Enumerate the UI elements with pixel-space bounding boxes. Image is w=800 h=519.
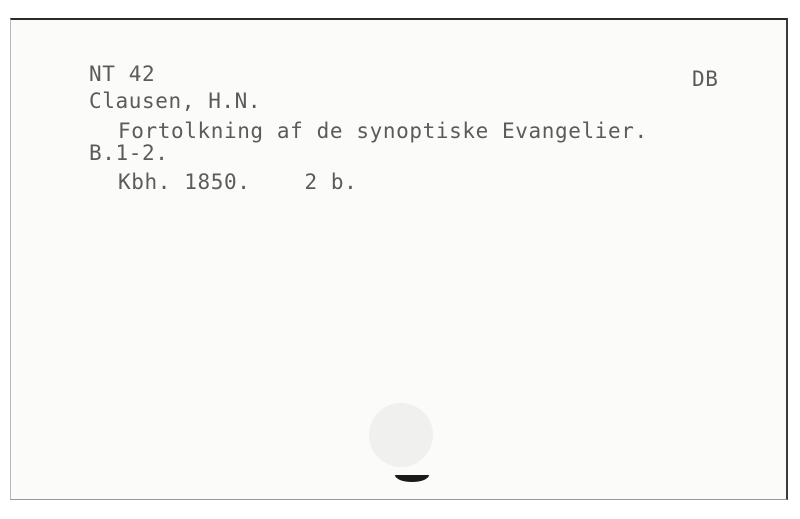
author-heading: Clausen, H.N.: [89, 89, 262, 113]
rod-mark: [395, 475, 429, 482]
volumes-line: B.1-2.: [89, 141, 169, 165]
imprint-line: [118, 170, 357, 194]
title-line: Fortolkning af de synoptiske Evangelier.: [118, 119, 648, 143]
imprint-count: 2 b.: [304, 170, 358, 194]
punch-hole: [369, 403, 433, 467]
call-number: NT 42: [89, 62, 156, 86]
collection-code: DB: [692, 67, 719, 91]
imprint-place-year: Kbh. 1850.: [118, 170, 251, 194]
catalog-card: [10, 18, 788, 500]
